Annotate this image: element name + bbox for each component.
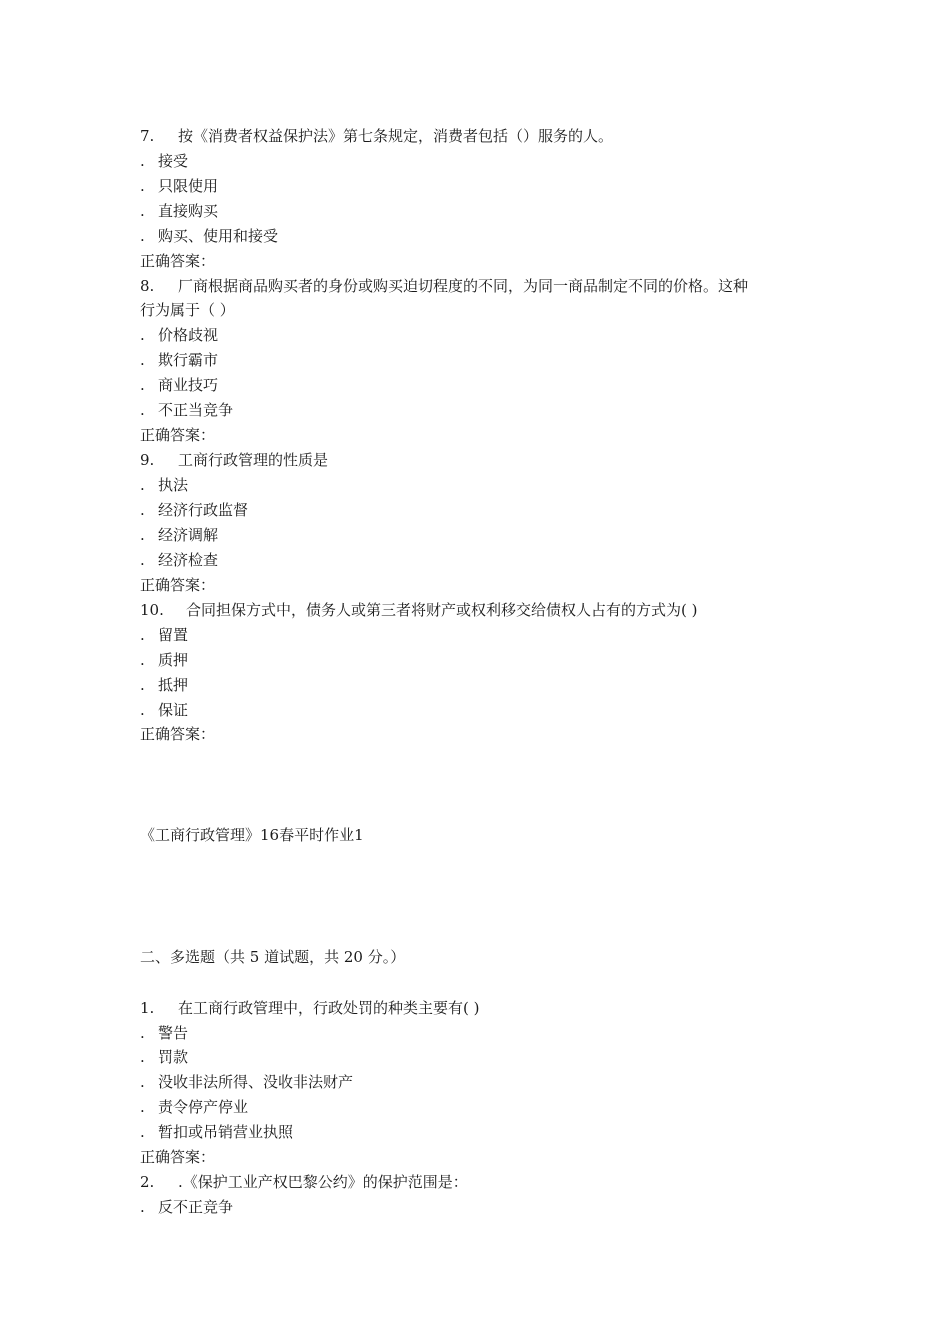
- question-number: 1.: [140, 999, 155, 1017]
- question-9: [140, 450, 328, 470]
- document-title: 《工商行政管理》16春平时作业1: [140, 826, 364, 844]
- option-marker: .: [140, 1198, 145, 1216]
- option-marker: .: [140, 626, 145, 644]
- option-item: [140, 350, 218, 370]
- question-text: 在工商行政管理中，行政处罚的种类主要有( ): [178, 999, 480, 1017]
- question-number: 2.: [140, 1173, 155, 1191]
- option-marker: .: [140, 401, 145, 419]
- answer-label: 正确答案：: [140, 576, 216, 594]
- question-text: 合同担保方式中，债务人或第三者将财产或权利移交给债权人占有的方式为( ): [186, 601, 698, 619]
- question-text: 工商行政管理的性质是: [178, 451, 329, 469]
- question-number: 8.: [140, 277, 155, 295]
- option-text: 欺行霸市: [158, 351, 219, 369]
- option-marker: .: [140, 1098, 145, 1116]
- option-text: 经济检查: [158, 551, 219, 569]
- option-text: 警告: [158, 1024, 189, 1042]
- option-item: [140, 1122, 293, 1142]
- option-item: [140, 400, 233, 420]
- question-text: .《保护工业产权巴黎公约》的保护范围是：: [178, 1173, 468, 1191]
- option-text: 不正当竞争: [158, 401, 234, 419]
- question-1: [140, 998, 479, 1018]
- option-marker: .: [140, 1073, 145, 1091]
- question-2: [140, 1172, 468, 1192]
- answer-label: 正确答案：: [140, 725, 216, 743]
- option-text: 没收非法所得、没收非法财产: [158, 1073, 354, 1091]
- option-text: 抵押: [158, 676, 189, 694]
- option-text: 执法: [158, 476, 189, 494]
- option-item: [140, 1023, 188, 1043]
- option-text: 只限使用: [158, 177, 219, 195]
- option-text: 经济行政监督: [158, 501, 249, 519]
- option-marker: .: [140, 501, 145, 519]
- question-text: 按《消费者权益保护法》第七条规定，消费者包括（）服务的人。: [178, 127, 614, 145]
- option-item: [140, 176, 218, 196]
- option-text: 罚款: [158, 1048, 189, 1066]
- option-text: 保证: [158, 701, 189, 719]
- option-marker: .: [140, 476, 145, 494]
- option-marker: .: [140, 651, 145, 669]
- option-item: [140, 1047, 188, 1067]
- option-marker: .: [140, 177, 145, 195]
- answer-label: 正确答案：: [140, 252, 216, 270]
- option-marker: .: [140, 1048, 145, 1066]
- option-text: 商业技巧: [158, 376, 219, 394]
- answer-label: 正确答案：: [140, 1148, 216, 1166]
- option-item: [140, 1197, 233, 1217]
- section-heading: 二、多选题（共 5 道试题，共 20 分。）: [140, 948, 406, 966]
- option-item: [140, 375, 218, 395]
- option-marker: .: [140, 326, 145, 344]
- question-7: [140, 126, 613, 146]
- question-text-continued: 行为属于（ ）: [140, 301, 235, 319]
- option-item: [140, 226, 278, 246]
- option-item: [140, 625, 188, 645]
- option-marker: .: [140, 351, 145, 369]
- option-marker: .: [140, 1024, 145, 1042]
- option-text: 购买、使用和接受: [158, 227, 279, 245]
- option-text: 质押: [158, 651, 189, 669]
- option-text: 留置: [158, 626, 189, 644]
- question-number: 9.: [140, 451, 155, 469]
- option-item: [140, 151, 188, 171]
- option-text: 责令停产停业: [158, 1098, 249, 1116]
- option-marker: .: [140, 676, 145, 694]
- option-item: [140, 475, 188, 495]
- option-text: 经济调解: [158, 526, 219, 544]
- option-marker: .: [140, 376, 145, 394]
- option-item: [140, 201, 218, 221]
- option-item: [140, 700, 188, 720]
- option-marker: .: [140, 152, 145, 170]
- option-item: [140, 675, 188, 695]
- option-text: 暂扣或吊销营业执照: [158, 1123, 294, 1141]
- option-marker: .: [140, 701, 145, 719]
- option-item: [140, 1097, 248, 1117]
- option-marker: .: [140, 1123, 145, 1141]
- option-text: 价格歧视: [158, 326, 219, 344]
- option-text: 直接购买: [158, 202, 219, 220]
- option-marker: .: [140, 551, 145, 569]
- option-item: [140, 650, 188, 670]
- question-10: [140, 600, 697, 620]
- option-text: 反不正竞争: [158, 1198, 234, 1216]
- question-number: 7.: [140, 127, 155, 145]
- question-text: 厂商根据商品购买者的身份或购买迫切程度的不同，为同一商品制定不同的价格。这种: [178, 277, 749, 295]
- question-number: 10.: [140, 601, 164, 619]
- option-text: 接受: [158, 152, 189, 170]
- option-marker: .: [140, 227, 145, 245]
- answer-label: 正确答案：: [140, 426, 216, 444]
- option-item: [140, 525, 218, 545]
- option-marker: .: [140, 202, 145, 220]
- question-8: [140, 276, 748, 296]
- option-item: [140, 550, 218, 570]
- option-item: [140, 325, 218, 345]
- option-item: [140, 500, 248, 520]
- option-marker: .: [140, 526, 145, 544]
- option-item: [140, 1072, 353, 1092]
